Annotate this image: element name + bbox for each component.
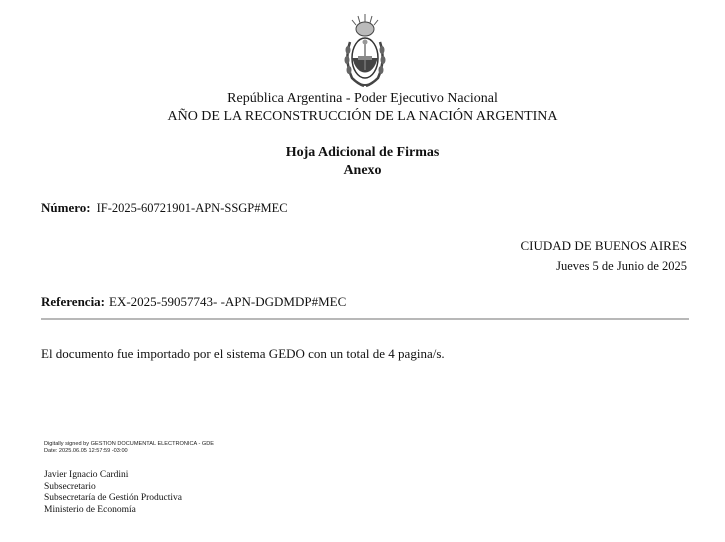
reference-value: EX-2025-59057743- -APN-DGDMDP#MEC bbox=[109, 294, 347, 309]
divider bbox=[41, 318, 689, 320]
document-subtitle: Anexo bbox=[343, 163, 382, 178]
signer-block bbox=[44, 470, 182, 516]
year-motto: AÑO DE LA RECONSTRUCCIÓN DE LA NACIÓN ARGENTINA bbox=[167, 109, 558, 124]
document-title: Hoja Adicional de Firmas bbox=[285, 145, 440, 160]
document-date: Jueves 5 de Junio de 2025 bbox=[556, 259, 687, 273]
reference-row bbox=[41, 294, 346, 310]
document-body: El documento fue importado por el sistema GEDO con un total de 4 pagina/s. bbox=[41, 346, 445, 361]
signer-position: Subsecretario bbox=[44, 481, 96, 492]
digital-signature-stamp bbox=[44, 441, 214, 455]
document-number-value: IF-2025-60721901-APN-SSGP#MEC bbox=[96, 201, 288, 215]
signature-stamp-line: Digitally signed by GESTION DOCUMENTAL ELECTRONICA - GDE bbox=[44, 441, 215, 447]
document-number-label: Número: bbox=[41, 200, 91, 215]
signature-stamp-date: Date: 2025.06.05 12:57:59 -03:00 bbox=[44, 448, 128, 454]
reference-label: Referencia: bbox=[41, 294, 106, 309]
signer-name: Javier Ignacio Cardini bbox=[44, 470, 129, 480]
argentina-coat-of-arms-icon bbox=[340, 12, 390, 92]
signer-department: Subsecretaría de Gestión Productiva bbox=[44, 493, 182, 504]
city: CIUDAD DE BUENOS AIRES bbox=[520, 238, 687, 253]
signer-ministry: Ministerio de Economía bbox=[44, 504, 136, 515]
government-header: República Argentina - Poder Ejecutivo Nacional bbox=[227, 91, 498, 106]
document-number-row bbox=[41, 200, 288, 216]
